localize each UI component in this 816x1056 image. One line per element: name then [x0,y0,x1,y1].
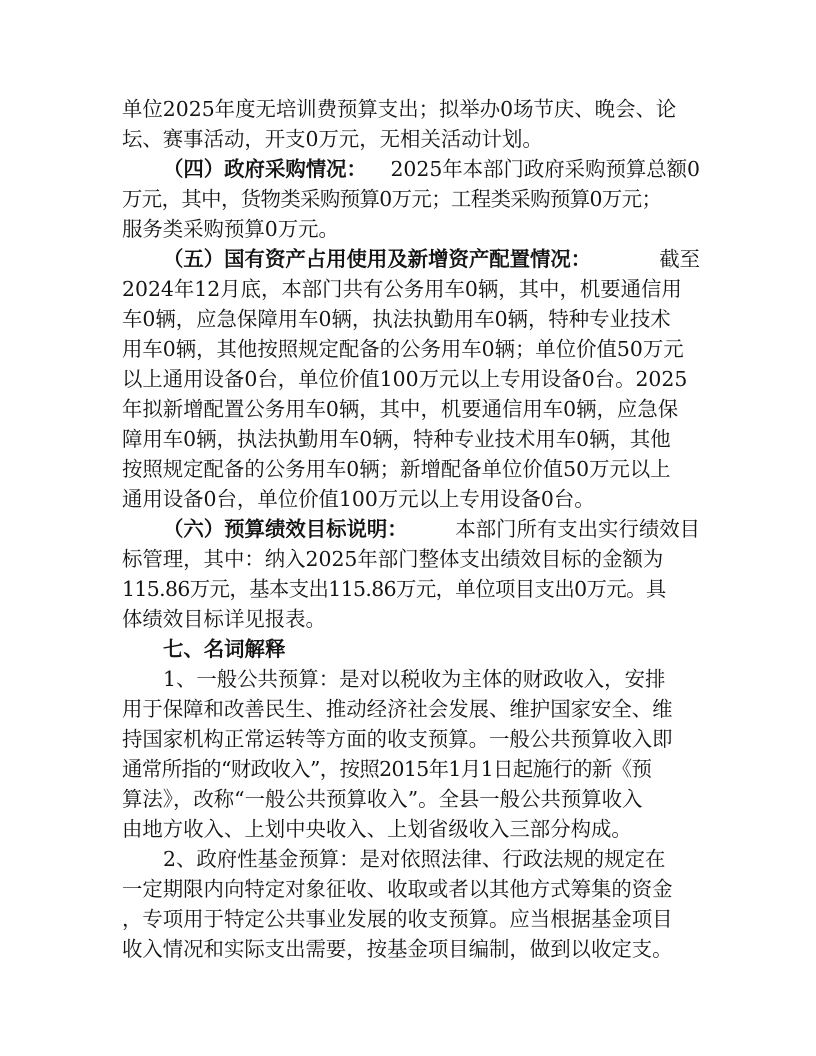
paragraph-text: 服务类采购预算0万元。 [122,217,339,241]
text-line [122,484,700,514]
text-line [122,424,700,454]
glossary-term-text: 收入情况和实际支出需要，按基金项目编制，做到以收定支。 [122,937,673,961]
glossary-term-text: 持国家机构正常运转等方面的收支预算。一般公共预算收入即 [122,727,673,751]
text-line [122,394,700,424]
section-heading-glossary: 七、名词解释 [163,637,286,661]
paragraph-text: 标管理，其中：纳入2025年部门整体支出绩效目标的金额为 [122,547,664,571]
text-line [122,634,700,664]
text-line [122,874,700,904]
paragraph-text: 115.86万元，基本支出115.86万元，单位项目支出0万元。具 [122,577,666,601]
paragraph-text: 年拟新增配置公务用车0辆，其中，机要通信用车0辆，应急保 [122,397,679,421]
glossary-term-text: ，专项用于特定公共事业发展的收支预算。应当根据基金项目 [122,907,673,931]
paragraph-text: 用车0辆，其他按照规定配备的公务用车0辆；单位价值50万元 [122,337,684,361]
glossary-term-text: 由地方收入、上划中央收入、上划省级收入三部分构成。 [122,817,632,841]
text-line [122,214,700,244]
glossary-term-text: 2、政府性基金预算：是对依照法律、行政法规的规定在 [163,847,666,871]
text-line [122,754,700,784]
text-line [122,904,700,934]
text-line [122,274,700,304]
paragraph-text: 单位2025年度无培训费预算支出；拟举办0场节庆、晚会、论 [122,97,677,121]
text-line [122,814,700,844]
text-line [122,154,700,184]
text-line [122,844,700,874]
text-line [122,574,700,604]
text-line [122,724,700,754]
glossary-term-text: 1、一般公共预算：是对以税收为主体的财政收入，安排 [163,667,666,691]
paragraph-text: 体绩效目标详见报表。 [122,607,326,631]
text-line [122,934,700,964]
text-line [122,184,700,214]
paragraph-text: 障用车0辆，执法执勤用车0辆，特种专业技术用车0辆，其他 [122,427,671,451]
section-heading-procurement: （四）政府采购情况： [163,157,367,181]
paragraph-text: 万元，其中，货物类采购预算0万元；工程类采购预算0万元； [122,187,662,211]
text-line [122,94,700,124]
paragraph-text: 2024年12月底，本部门共有公务用车0辆，其中，机要通信用 [122,277,682,301]
text-line [122,544,700,574]
paragraph-text: 坛、赛事活动，开支0万元，无相关活动计划。 [122,127,543,151]
text-line [122,694,700,724]
paragraph-text: 截至 [659,247,700,271]
text-line [122,364,700,394]
paragraph-text: 通用设备0台，单位价值100万元以上专用设备0台。 [122,487,595,511]
text-line [122,604,700,634]
glossary-term-text: 用于保障和改善民生、推动经济社会发展、维护国家安全、维 [122,697,673,721]
glossary-term-text: 一定期限内向特定对象征收、收取或者以其他方式筹集的资金 [122,877,673,901]
text-line [122,664,700,694]
glossary-term-text: 算法》，改称“一般公共预算收入”。全县一般公共预算收入 [122,787,643,811]
paragraph-text: 2025年本部门政府采购预算总额0 [390,157,700,181]
text-line [122,334,700,364]
text-line [122,514,700,544]
paragraph-text: 按照规定配备的公务用车0辆；新增配备单位价值50万元以上 [122,457,671,481]
paragraph-text: 车0辆，应急保障用车0辆，执法执勤用车0辆，特种专业技术 [122,307,671,331]
text-line [122,124,700,154]
paragraph-text: 本部门所有支出实行绩效目 [455,517,700,541]
text-line [122,784,700,814]
section-heading-performance: （六）预算绩效目标说明： [163,517,408,541]
document-page [122,94,700,964]
section-heading-assets: （五）国有资产占用使用及新增资产配置情况： [163,247,592,271]
text-line [122,304,700,334]
glossary-term-text: 通常所指的“财政收入”，按照2015年1月1日起施行的新《预 [122,757,652,781]
paragraph-text: 以上通用设备0台，单位价值100万元以上专用设备0台。2025 [122,367,688,391]
text-line [122,454,700,484]
text-line [122,244,700,274]
